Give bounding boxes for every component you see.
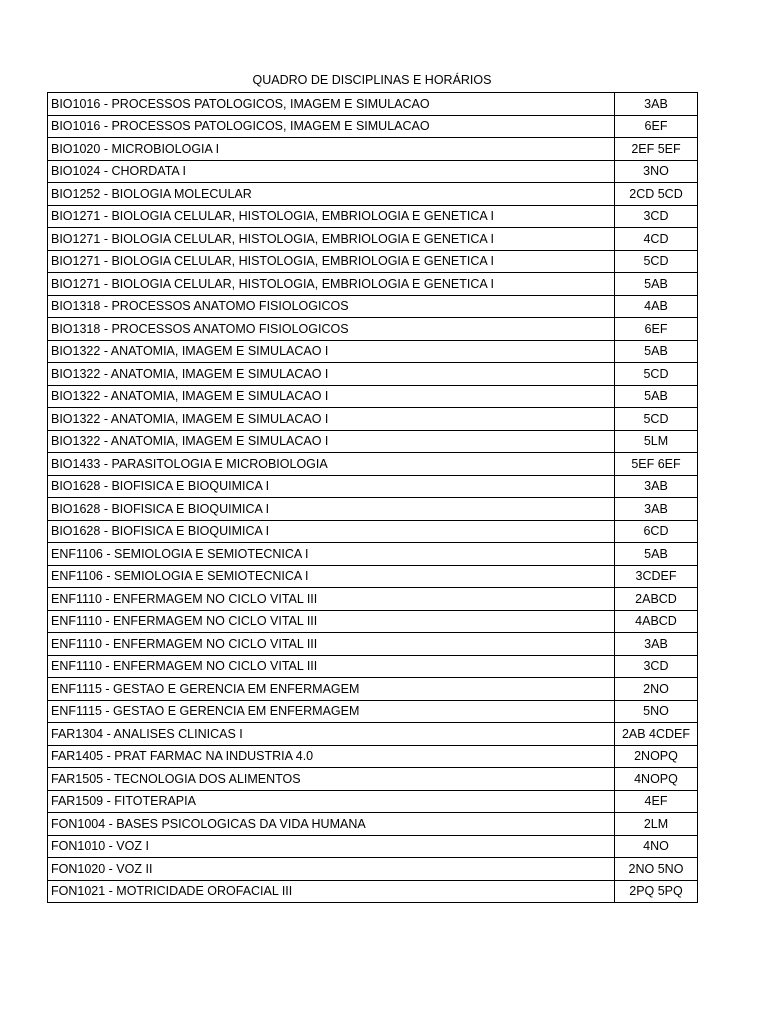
table-row <box>48 543 698 566</box>
course-cell: FAR1304 - ANALISES CLINICAS I <box>48 723 615 746</box>
schedule-table <box>47 92 698 903</box>
table-row <box>48 633 698 656</box>
table-row <box>48 858 698 881</box>
course-cell: FAR1505 - TECNOLOGIA DOS ALIMENTOS <box>48 768 615 791</box>
schedule-time-cell: 3CD <box>615 655 698 678</box>
table-row <box>48 655 698 678</box>
course-cell: ENF1115 - GESTAO E GERENCIA EM ENFERMAGEM <box>48 678 615 701</box>
course-cell: BIO1628 - BIOFISICA E BIOQUIMICA I <box>48 475 615 498</box>
table-row <box>48 453 698 476</box>
table-row <box>48 408 698 431</box>
table-row <box>48 363 698 386</box>
schedule-time-cell: 6EF <box>615 318 698 341</box>
table-row <box>48 723 698 746</box>
schedule-time-cell: 5CD <box>615 408 698 431</box>
table-row <box>48 430 698 453</box>
table-row <box>48 340 698 363</box>
table-row <box>48 93 698 116</box>
schedule-time-cell: 4EF <box>615 790 698 813</box>
table-row <box>48 565 698 588</box>
schedule-time-cell: 2CD 5CD <box>615 183 698 206</box>
schedule-time-cell: 5EF 6EF <box>615 453 698 476</box>
table-row <box>48 183 698 206</box>
course-cell: ENF1110 - ENFERMAGEM NO CICLO VITAL III <box>48 655 615 678</box>
schedule-time-cell: 2LM <box>615 813 698 836</box>
course-cell: ENF1106 - SEMIOLOGIA E SEMIOTECNICA I <box>48 543 615 566</box>
course-cell: BIO1271 - BIOLOGIA CELULAR, HISTOLOGIA, EMBRIOLOGIA E GENETICA I <box>48 205 615 228</box>
schedule-time-cell: 4NO <box>615 835 698 858</box>
course-cell: BIO1271 - BIOLOGIA CELULAR, HISTOLOGIA, EMBRIOLOGIA E GENETICA I <box>48 250 615 273</box>
table-row <box>48 385 698 408</box>
schedule-time-cell: 3AB <box>615 633 698 656</box>
schedule-time-cell: 2PQ 5PQ <box>615 880 698 903</box>
schedule-time-cell: 3AB <box>615 93 698 116</box>
course-cell: BIO1322 - ANATOMIA, IMAGEM E SIMULACAO I <box>48 363 615 386</box>
table-row <box>48 835 698 858</box>
table-row <box>48 678 698 701</box>
course-cell: ENF1110 - ENFERMAGEM NO CICLO VITAL III <box>48 610 615 633</box>
table-row <box>48 115 698 138</box>
course-cell: BIO1271 - BIOLOGIA CELULAR, HISTOLOGIA, EMBRIOLOGIA E GENETICA I <box>48 228 615 251</box>
course-cell: ENF1110 - ENFERMAGEM NO CICLO VITAL III <box>48 588 615 611</box>
schedule-time-cell: 2EF 5EF <box>615 138 698 161</box>
schedule-time-cell: 2ABCD <box>615 588 698 611</box>
table-row <box>48 588 698 611</box>
schedule-time-cell: 5CD <box>615 250 698 273</box>
course-cell: BIO1016 - PROCESSOS PATOLOGICOS, IMAGEM E SIMULACAO <box>48 115 615 138</box>
schedule-time-cell: 3AB <box>615 475 698 498</box>
course-cell: BIO1322 - ANATOMIA, IMAGEM E SIMULACAO I <box>48 340 615 363</box>
course-cell: BIO1024 - CHORDATA I <box>48 160 615 183</box>
page-title: QUADRO DE DISCIPLINAS E HORÁRIOS <box>252 73 492 87</box>
schedule-time-cell: 2NOPQ <box>615 745 698 768</box>
table-row <box>48 273 698 296</box>
schedule-time-cell: 5NO <box>615 700 698 723</box>
course-cell: BIO1322 - ANATOMIA, IMAGEM E SIMULACAO I <box>48 385 615 408</box>
table-row <box>48 790 698 813</box>
schedule-time-cell: 5AB <box>615 385 698 408</box>
table-row <box>48 745 698 768</box>
course-cell: BIO1628 - BIOFISICA E BIOQUIMICA I <box>48 498 615 521</box>
course-cell: BIO1252 - BIOLOGIA MOLECULAR <box>48 183 615 206</box>
course-cell: BIO1318 - PROCESSOS ANATOMO FISIOLOGICOS <box>48 318 615 341</box>
course-cell: BIO1628 - BIOFISICA E BIOQUIMICA I <box>48 520 615 543</box>
course-cell: FON1020 - VOZ II <box>48 858 615 881</box>
table-row <box>48 205 698 228</box>
schedule-time-cell: 6EF <box>615 115 698 138</box>
schedule-time-cell: 4CD <box>615 228 698 251</box>
course-cell: ENF1115 - GESTAO E GERENCIA EM ENFERMAGEM <box>48 700 615 723</box>
table-row <box>48 160 698 183</box>
table-row <box>48 228 698 251</box>
table-row <box>48 250 698 273</box>
table-row <box>48 813 698 836</box>
table-row <box>48 700 698 723</box>
schedule-time-cell: 4NOPQ <box>615 768 698 791</box>
table-row <box>48 475 698 498</box>
course-cell: ENF1110 - ENFERMAGEM NO CICLO VITAL III <box>48 633 615 656</box>
table-row <box>48 768 698 791</box>
schedule-time-cell: 3NO <box>615 160 698 183</box>
course-cell: BIO1318 - PROCESSOS ANATOMO FISIOLOGICOS <box>48 295 615 318</box>
course-cell: BIO1271 - BIOLOGIA CELULAR, HISTOLOGIA, EMBRIOLOGIA E GENETICA I <box>48 273 615 296</box>
schedule-time-cell: 5AB <box>615 543 698 566</box>
course-cell: FON1021 - MOTRICIDADE OROFACIAL III <box>48 880 615 903</box>
course-cell: FON1010 - VOZ I <box>48 835 615 858</box>
schedule-time-cell: 3AB <box>615 498 698 521</box>
schedule-time-cell: 2NO 5NO <box>615 858 698 881</box>
schedule-time-cell: 5CD <box>615 363 698 386</box>
schedule-time-cell: 2NO <box>615 678 698 701</box>
table-row <box>48 318 698 341</box>
schedule-time-cell: 6CD <box>615 520 698 543</box>
schedule-time-cell: 5LM <box>615 430 698 453</box>
course-cell: BIO1322 - ANATOMIA, IMAGEM E SIMULACAO I <box>48 408 615 431</box>
schedule-time-cell: 5AB <box>615 340 698 363</box>
schedule-time-cell: 4AB <box>615 295 698 318</box>
table-row <box>48 610 698 633</box>
table-row <box>48 138 698 161</box>
table-row <box>48 520 698 543</box>
table-row <box>48 498 698 521</box>
schedule-table-body <box>48 93 698 903</box>
table-row <box>48 880 698 903</box>
course-cell: FON1004 - BASES PSICOLOGICAS DA VIDA HUMANA <box>48 813 615 836</box>
course-cell: BIO1020 - MICROBIOLOGIA I <box>48 138 615 161</box>
course-cell: FAR1509 - FITOTERAPIA <box>48 790 615 813</box>
course-cell: BIO1016 - PROCESSOS PATOLOGICOS, IMAGEM E SIMULACAO <box>48 93 615 116</box>
schedule-time-cell: 2AB 4CDEF <box>615 723 698 746</box>
schedule-time-cell: 3CDEF <box>615 565 698 588</box>
course-cell: BIO1322 - ANATOMIA, IMAGEM E SIMULACAO I <box>48 430 615 453</box>
course-cell: ENF1106 - SEMIOLOGIA E SEMIOTECNICA I <box>48 565 615 588</box>
schedule-time-cell: 3CD <box>615 205 698 228</box>
course-cell: FAR1405 - PRAT FARMAC NA INDUSTRIA 4.0 <box>48 745 615 768</box>
schedule-time-cell: 5AB <box>615 273 698 296</box>
course-cell: BIO1433 - PARASITOLOGIA E MICROBIOLOGIA <box>48 453 615 476</box>
schedule-time-cell: 4ABCD <box>615 610 698 633</box>
table-row <box>48 295 698 318</box>
